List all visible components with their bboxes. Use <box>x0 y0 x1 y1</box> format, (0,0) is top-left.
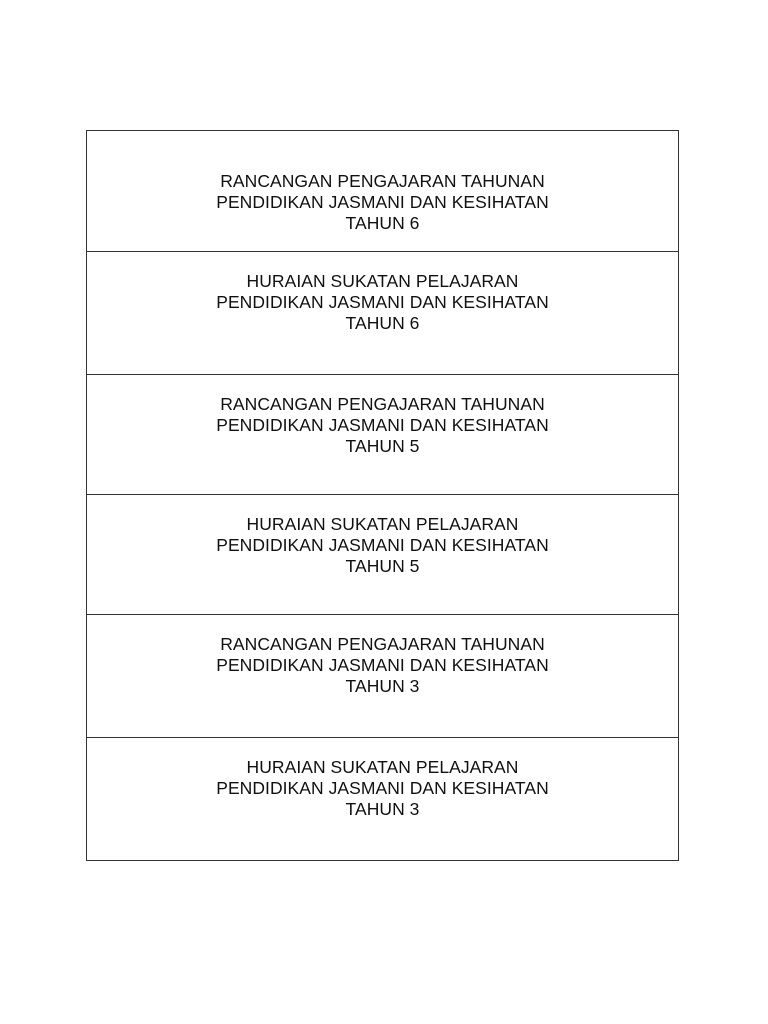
label-text-block <box>87 394 678 457</box>
label-text-block <box>87 514 678 577</box>
label-year-line: TAHUN 3 <box>345 676 420 696</box>
label-title-line: HURAIAN SUKATAN PELAJARAN <box>246 514 519 534</box>
label-row <box>87 737 678 860</box>
label-year-line: TAHUN 3 <box>345 799 420 819</box>
label-subject-line: PENDIDIKAN JASMANI DAN KESIHATAN <box>216 778 549 798</box>
label-subject-line: PENDIDIKAN JASMANI DAN KESIHATAN <box>216 415 549 435</box>
label-row <box>87 251 678 374</box>
label-title-line: RANCANGAN PENGAJARAN TAHUNAN <box>220 394 545 414</box>
label-year-line: TAHUN 5 <box>345 556 420 576</box>
label-title-line: RANCANGAN PENGAJARAN TAHUNAN <box>220 634 545 654</box>
label-text-block <box>87 271 678 334</box>
label-text-block <box>87 757 678 820</box>
label-row <box>87 494 678 614</box>
label-year-line: TAHUN 6 <box>345 213 420 233</box>
label-subject-line: PENDIDIKAN JASMANI DAN KESIHATAN <box>216 192 549 212</box>
label-table <box>86 130 679 861</box>
label-row <box>87 131 678 251</box>
label-text-block <box>87 171 678 234</box>
label-row <box>87 614 678 737</box>
label-subject-line: PENDIDIKAN JASMANI DAN KESIHATAN <box>216 535 549 555</box>
label-year-line: TAHUN 6 <box>345 313 420 333</box>
label-subject-line: PENDIDIKAN JASMANI DAN KESIHATAN <box>216 655 549 675</box>
label-title-line: HURAIAN SUKATAN PELAJARAN <box>246 757 519 777</box>
label-row <box>87 374 678 494</box>
label-title-line: RANCANGAN PENGAJARAN TAHUNAN <box>220 171 545 191</box>
label-year-line: TAHUN 5 <box>345 436 420 456</box>
label-text-block <box>87 634 678 697</box>
label-title-line: HURAIAN SUKATAN PELAJARAN <box>246 271 519 291</box>
label-subject-line: PENDIDIKAN JASMANI DAN KESIHATAN <box>216 292 549 312</box>
